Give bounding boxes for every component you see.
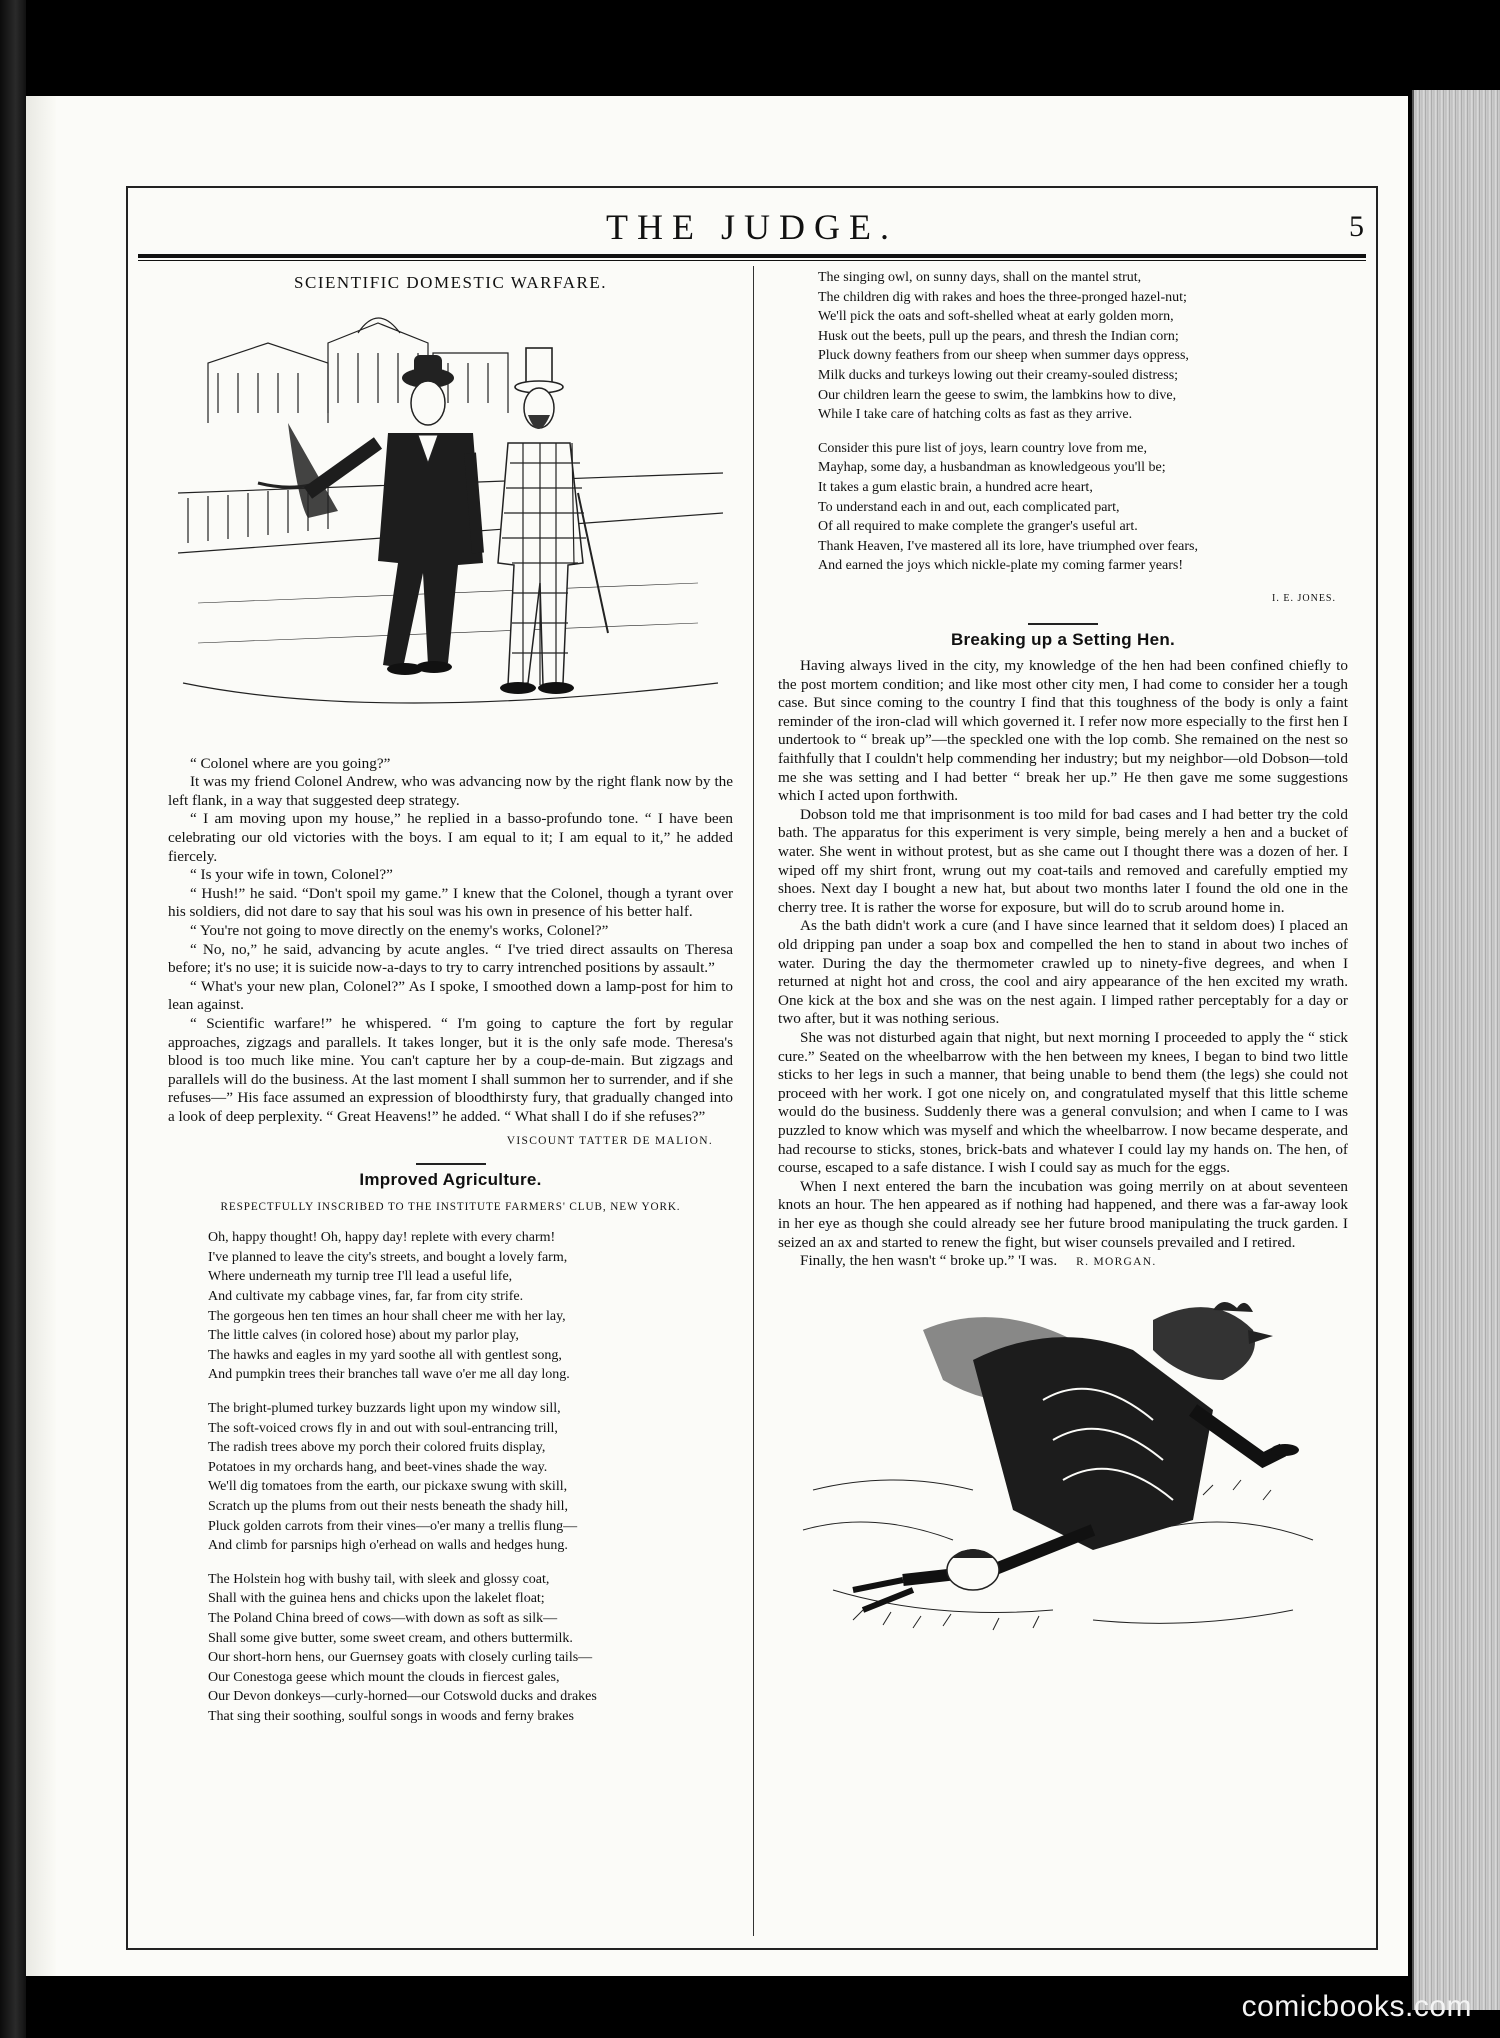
paragraph: Dobson told me that imprisonment is too mild for bad cases and I had better try the cold bath. The apparatus for this experiment is very simple, being merely a hen and a bucket of water. She went in without protest, but as she came out I thought there was a dozen of her. I wiped off my shirt front, wrung out my coat-tails and removed and carefully emptied my shoes. Next day I bought a new hat, but about two months later I found the old one in the cherry tree. It is rather the worse for exposure, but will do to scrub around home in.: [778, 805, 1348, 916]
masthead-title: THE JUDGE.: [606, 207, 898, 247]
poem-line: Shall with the guinea hens and chicks upon the lakelet float;: [208, 1591, 545, 1607]
previous-page-edge: [26, 96, 57, 1976]
page-stack-edge: [1412, 90, 1500, 2010]
poem-line: Scratch up the plums from out their nests beneath the shady hill,: [208, 1498, 569, 1514]
left-column: [168, 268, 733, 1741]
paragraph: “ What's your new plan, Colonel?” As I spoke, I smoothed down a lamp-post for him to lean against.: [168, 977, 733, 1014]
paragraph: “ Is your wife in town, Colonel?”: [190, 866, 393, 884]
paragraph: “ Colonel where are you going?”: [190, 754, 391, 772]
poem-stanza: [208, 1228, 733, 1385]
book-spine: [0, 0, 26, 2038]
section-rule: [1028, 623, 1098, 625]
colonel-illustration: [178, 303, 723, 743]
paragraph: “ I am moving upon my house,” he replied in a basso-profundo tone. “ I have been celebrating our old victories with the boys. I am equal to it; I am equal to it,” he added fiercely.: [168, 810, 733, 865]
paragraph: Having always lived in the city, my knowledge of the hen had been confined chiefly to the post mortem condition; and like most other city men, I had come to consider her a tough case. But since coming to the country I find that this toughness of the body is only a faint reminder of the iron-clad will which governed it. I refer now more especially to the first hen I undertook to “ break up”—the speckled one with the lop comb. She remained on the nest so faithfully that I couldn't help commending her industry; but my neighbor—old Dobson—told me she was setting and I had better “ break her up.” He then gave me some suggestions which I acted upon forthwith.: [778, 657, 1348, 805]
poem-line: We'll pick the oats and soft-shelled wheat at early golden morn,: [818, 309, 1174, 325]
poem-stanza: [818, 268, 1348, 425]
poem-line: Mayhap, some day, a husbandman as knowledgeous you'll be;: [818, 460, 1166, 476]
right-column: [778, 268, 1348, 1650]
article-title-setting-hen: Breaking up a Setting Hen.: [950, 629, 1176, 649]
closing-line: Finally, the hen wasn't “ broke up.” 'I was.: [800, 1252, 1058, 1270]
article-title-improved-agriculture: Improved Agriculture.: [359, 1170, 542, 1190]
poem-line: Our children learn the geese to swim, the lambkins how to dive,: [818, 387, 1177, 403]
hen-engraving: [793, 1290, 1333, 1650]
poem-line: While I take care of hatching colts as fast as they arrive.: [818, 407, 1133, 423]
article-title-scientific-warfare: SCIENTIFIC DOMESTIC WARFARE.: [294, 273, 607, 292]
poem-line: And climb for parsnips high o'erhead on walls and hedges hung.: [208, 1538, 568, 1554]
poem-line: Shall some give butter, some sweet cream, and others buttermilk.: [208, 1630, 573, 1646]
poem-line: The soft-voiced crows fly in and out with soul-entrancing trill,: [208, 1420, 558, 1436]
poem-continuation: [818, 268, 1348, 576]
poem-stanza: [208, 1399, 733, 1556]
poem-line: Pluck golden carrots from their vines—o'er many a trellis flung—: [208, 1518, 578, 1534]
hen-illustration: [793, 1290, 1333, 1650]
section-rule: [416, 1163, 486, 1165]
poem-line: The Holstein hog with bushy tail, with sleek and glossy coat,: [208, 1571, 550, 1587]
poem-line: The singing owl, on sunny days, shall on the mantel strut,: [818, 270, 1142, 285]
paragraph: It was my friend Colonel Andrew, who was advancing now by the right flank now by the left flank, in a way that suggested deep strategy.: [168, 773, 733, 809]
poem-line: We'll dig tomatoes from the earth, our pickaxe swung with skill,: [208, 1479, 568, 1495]
paragraph: “ Hush!” he said. “Don't spoil my game.” I knew that the Colonel, though a tyrant over his soldiers, did not dare to say that his soul was his own in presence of his better half.: [168, 884, 733, 921]
poem-line: And pumpkin trees their branches tall wave o'er me all day long.: [208, 1367, 570, 1383]
poem-line: The gorgeous hen ten times an hour shall cheer me with her lay,: [208, 1308, 566, 1324]
colonel-engraving: [178, 303, 723, 743]
poem-line: Potatoes in my orchards hang, and beet-vines shade the way.: [208, 1459, 548, 1475]
poem-line: Our Devon donkeys—curly-horned—our Cotswold ducks and drakes: [208, 1689, 597, 1705]
poem-line: That sing their soothing, soulful songs in woods and ferny brakes: [208, 1708, 574, 1724]
poem-line: It takes a gum elastic brain, a hundred acre heart,: [818, 479, 1093, 495]
author-signature: VISCOUNT TATTER DE MALION.: [506, 1135, 713, 1148]
paragraph: [778, 1252, 1348, 1272]
poem-line: Pluck downy feathers from our sheep when summer days oppress,: [818, 348, 1189, 364]
poem-line: The Poland China breed of cows—with down as soft as silk—: [208, 1610, 558, 1626]
poem-line: Oh, happy thought! Oh, happy day! replete with every charm!: [208, 1230, 556, 1246]
poem-line: The children dig with rakes and hoes the three-pronged hazel-nut;: [818, 289, 1187, 305]
poem-line: And cultivate my cabbage vines, far, far from city strife.: [208, 1289, 524, 1305]
poem-line: Consider this pure list of joys, learn country love from me,: [818, 440, 1147, 456]
paragraph: “ No, no,” he said, advancing by acute angles. “ I've tried direct assaults on Theresa before; it's no use; it is suicide now-a-days to try to carry intrenched positions by assault.”: [168, 940, 733, 977]
dedication-line: RESPECTFULLY INSCRIBED TO THE INSTITUTE FARMERS' CLUB, NEW YORK.: [220, 1200, 681, 1213]
poem-line: I've planned to leave the city's streets, and bought a lovely farm,: [208, 1249, 568, 1265]
poem-line: Husk out the beets, pull up the pears, and thresh the Indian corn;: [818, 328, 1179, 344]
paragraph: When I next entered the barn the incubation was going merrily on at about seventeen knots an hour. The hen appeared as if nothing had happened, and there was a far-away look in her eye as though she could already see her future brood manipulating the truck garden. I seized an ax and started to renew the fight, but wiser counsels prevailed and I retired.: [778, 1177, 1348, 1251]
masthead-rule-thin: [138, 260, 1366, 261]
column-divider: [753, 266, 754, 1936]
poem-line: The radish trees above my porch their colored fruits display,: [208, 1440, 546, 1456]
author-signature: R. MORGAN.: [1076, 1256, 1157, 1269]
paragraph: “ You're not going to move directly on the enemy's works, Colonel?”: [190, 921, 609, 939]
poem-line: Thank Heaven, I've mastered all its lore, have triumphed over fears,: [818, 538, 1198, 554]
poem-signature: I. E. JONES.: [1272, 592, 1336, 604]
poem-line: Our short-horn hens, our Guernsey goats with closely curling tails—: [208, 1650, 593, 1666]
paragraph: She was not disturbed again that night, but next morning I proceeded to apply the “ stick cure.” Seated on the wheelbarrow with the hen between my knees, I began to bind two little sticks to her legs in such a manner, that being unable to bend them (the legs) she could not proceed with her work. I got one nicely on, and congratulated myself that this little scheme would do the business. Suddenly there was a general convulsion; and when I came to I was puzzled to know which was myself and which the wheelbarrow. I now became desperate, and had recourse to sticks, stones, brick-bats and whatever I could lay my hands on. The hen, of course, escaped to a safe distance. I wish I could say as much for the eggs.: [778, 1028, 1348, 1177]
masthead-rule: [138, 254, 1366, 258]
poem-line: Milk ducks and turkeys lowing out their creamy-souled distress;: [818, 367, 1179, 383]
paragraph: “ Scientific warfare!” he whispered. “ I'm going to capture the fort by regular approaches, zigzags and parallels. It takes longer, but it is the only safe mode. Theresa's blood is too much like mine. You can't capture her by a coup-de-main. But zigzags and parallels will do the business. At the last moment I shall summon her to surrender, and if she refuses—” His face assumed an expression of bloodthirsty fury, that gradually changed into a look of deep perplexity. “ Great Heavens!” he added. “ What shall I do if she refuses?”: [168, 1014, 733, 1125]
poem-stanza: [208, 1570, 733, 1727]
page-frame: [126, 186, 1378, 1950]
poem-stanza: [818, 439, 1348, 576]
poem-line: The little calves (in colored hose) about my parlor play,: [208, 1328, 519, 1344]
page-number: 5: [1349, 210, 1364, 243]
poem-line: Our Conestoga geese which mount the clouds in fiercest gales,: [208, 1669, 560, 1685]
poem-line: Of all required to make complete the granger's useful art.: [818, 519, 1138, 535]
paragraph: As the bath didn't work a cure (and I have since learned that it seldom does) I placed an old dripping pan under a soap box and compelled the hen to stand in about two inches of water. During the day the thermometer crawled up to ninety-five degrees, and when I returned at night hot and cross, the cool and airy appearance of the hen excited my wrath. One kick at the box and she was on the nest again. I limped rather perceptably for a day or two after, but it was nothing serious.: [778, 917, 1348, 1028]
watermark-text: comicbooks.com: [1241, 1990, 1472, 2023]
poem-line: The hawks and eagles in my yard soothe all with gentlest song,: [208, 1347, 562, 1363]
magazine-page: [56, 96, 1408, 1976]
poem-line: To understand each in and out, each complicated part,: [818, 499, 1120, 515]
poem-line: And earned the joys which nickle-plate my coming farmer years!: [818, 558, 1184, 574]
poem-improved-agriculture: [208, 1228, 733, 1726]
poem-line: The bright-plumed turkey buzzards light upon my window sill,: [208, 1401, 561, 1416]
poem-line: Where underneath my turnip tree I'll lead a useful life,: [208, 1269, 513, 1285]
